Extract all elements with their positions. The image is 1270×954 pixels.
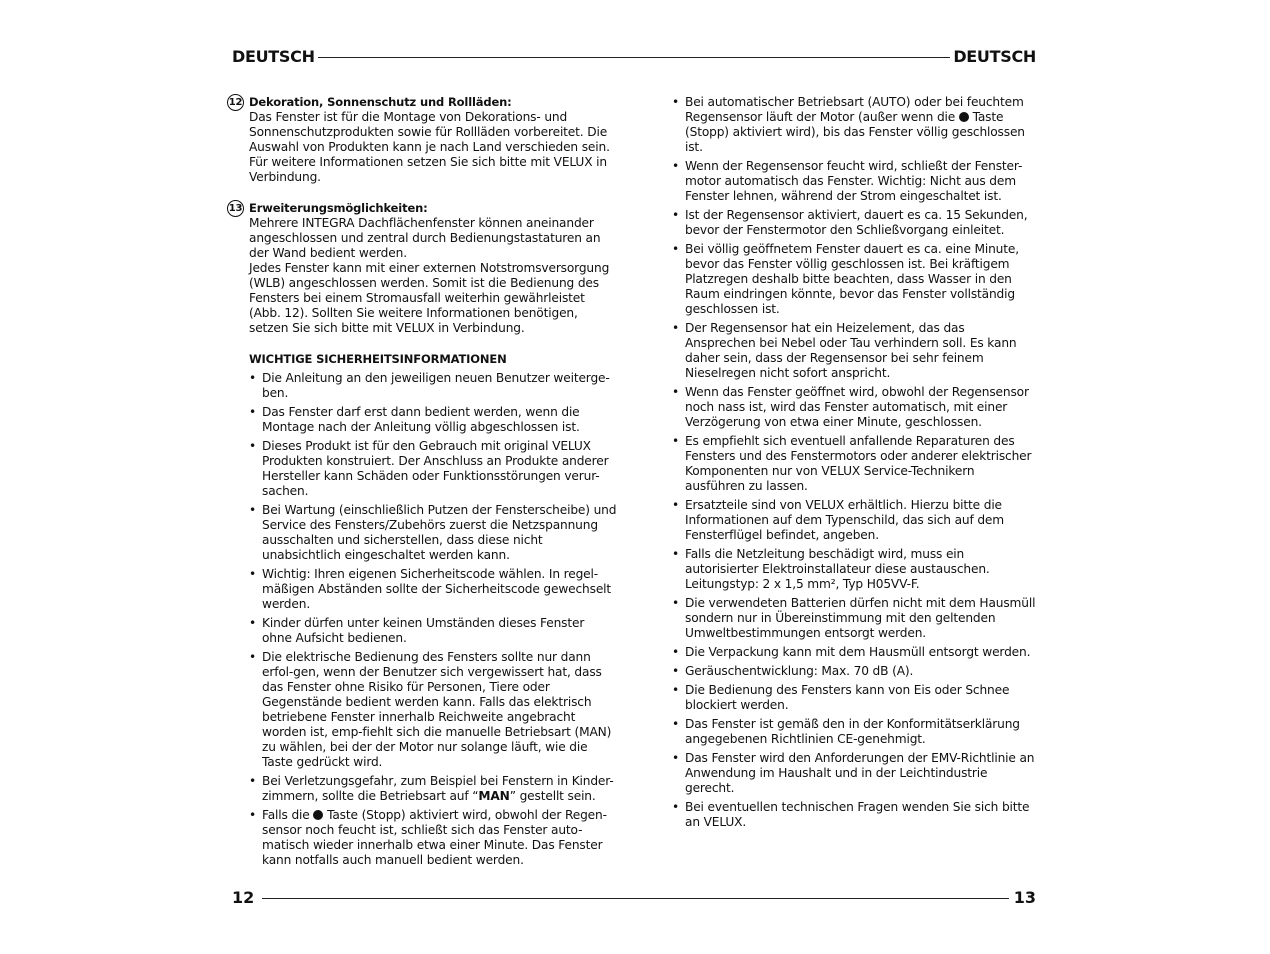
page-number-left: 12 (232, 888, 255, 907)
list-item: • Die Bedienung des Fensters kann von Eis oder Schnee blockiert werden. (672, 683, 1038, 713)
list-item: • Das Fenster darf erst dann bedient werden, wenn die Montage nach der Anleitung völlig abgeschlossen ist. (249, 405, 617, 435)
safety-heading: WICHTIGE SICHERHEITSINFORMATIONEN (249, 352, 507, 366)
header-language-left: DEUTSCH (232, 47, 315, 66)
section-13 (228, 201, 617, 336)
safety-list-continued (672, 95, 1038, 830)
list-item-text: Taste (Stopp) aktiviert wird, obwohl der Regen-sensor noch feucht ist, schließt sich das Fenster auto-matisch wieder innerhalb etwa einer Minute. Das Fenster kann notfalls auch manuell bedient werden. (262, 808, 607, 867)
list-item: • Wenn der Regensensor feucht wird, schließt der Fenster-motor automatisch das Fenster. Wichtig: Nicht aus dem Fenster lehnen, während der Strom eingeschaltet ist. (672, 159, 1038, 204)
list-item-text: Bei automatischer Betriebsart (AUTO) oder bei feuchtem Regensensor läuft der Motor (außer wenn die (685, 95, 1024, 124)
list-item-text: ” gestellt sein. (509, 789, 596, 803)
list-item: • Kinder dürfen unter keinen Umständen dieses Fenster ohne Aufsicht bedienen. (249, 616, 617, 646)
right-column (672, 95, 1038, 834)
safety-list (249, 371, 617, 868)
stop-button-icon (959, 112, 969, 122)
stop-button-icon (313, 810, 323, 820)
list-item: • Die elektrische Bedienung des Fensters sollte nur dann erfol-gen, wenn der Benutzer sich vergewissert hat, dass das Fenster ohne Risiko für Personen, Tiere oder Gegenstände bedient werden kann. Falls das elektrisch betriebene Fenster innerhalb Reichweite angebracht worden ist, emp-fiehlt sich die manuelle Betriebsart (MAN) zu wählen, bei der der Motor nur solange läuft, wie die Taste gedrückt wird. (249, 650, 617, 770)
list-item: • Die Verpackung kann mit dem Hausmüll entsorgt werden. (672, 645, 1038, 660)
list-item: • Das Fenster ist gemäß den in der Konformitätserklärung angegebenen Richtlinien CE-genehmigt. (672, 717, 1038, 747)
list-item-text: Bei Verletzungsgefahr, zum Beispiel bei Fenstern in Kinder-zimmern, sollte die Betriebsart auf “ (262, 774, 614, 803)
list-item: • Es empfiehlt sich eventuell anfallende Reparaturen des Fensters und des Fenstermotors oder anderer elektrischer Komponenten nur von VELUX Service-Technikern ausführen zu lassen. (672, 434, 1038, 494)
section-number-badge: 12 (227, 94, 244, 111)
section-title: Dekoration, Sonnenschutz und Rollläden: (249, 95, 512, 109)
list-item: • Der Regensensor hat ein Heizelement, das das Ansprechen bei Nebel oder Tau verhindern soll. Es kann daher sein, dass der Regensensor bei sehr feinem Nieselregen nicht sofort anspricht. (672, 321, 1038, 381)
list-item: • Die verwendeten Batterien dürfen nicht mit dem Hausmüll sondern nur in Übereinstimmung mit den geltenden Umweltbestimmungen entsorgt werden. (672, 596, 1038, 641)
header-rule (318, 57, 950, 58)
footer-rule (262, 898, 1009, 899)
header-language-right: DEUTSCH (953, 47, 1036, 66)
list-item: • Falls die Netzleitung beschädigt wird, muss ein autorisierter Elektroinstallateur diese austauschen. Leitungstyp: 2 x 1,5 mm², Typ H05VV-F. (672, 547, 1038, 592)
list-item: • Wenn das Fenster geöffnet wird, obwohl der Regensensor noch nass ist, wird das Fenster automatisch, mit einer Verzögerung von etwa einer Minute, geschlossen. (672, 385, 1038, 430)
list-item-text: Falls die (262, 808, 314, 822)
list-item (672, 95, 1038, 155)
list-item: • Die Anleitung an den jeweiligen neuen Benutzer weiterge-ben. (249, 371, 617, 401)
section-body: Mehrere INTEGRA Dachflächenfenster können aneinander angeschlossen und zentral durch Bedienungstastaturen an der Wand bedient werden. (249, 216, 601, 260)
list-item: • Bei eventuellen technischen Fragen wenden Sie sich bitte an VELUX. (672, 800, 1038, 830)
section-title: Erweiterungsmöglichkeiten: (249, 201, 428, 215)
list-item-text: Taste (Stopp) aktiviert wird), bis das Fenster völlig geschlossen ist. (685, 110, 1025, 154)
left-column (228, 95, 617, 872)
section-number-badge: 13 (227, 200, 244, 217)
list-item: • Ersatzteile sind von VELUX erhältlich. Hierzu bitte die Informationen auf dem Typenschild, das sich auf dem Fensterflügel befindet, angeben. (672, 498, 1038, 543)
section-body: Das Fenster ist für die Montage von Dekorations- und Sonnenschutzprodukten sowie für Rollläden vorbereitet. Die Auswahl von Produkten kann je nach Land verschieden sein. Für weitere Informationen setzen Sie sich bitte mit VELUX in Verbindung. (249, 110, 610, 184)
list-item: • Bei Wartung (einschließlich Putzen der Fensterscheibe) und Service des Fensters/Zubehörs zuerst die Netzspannung ausschalten und sicherstellen, dass diese nicht unabsichtlich eingeschaltet werden kann. (249, 503, 617, 563)
list-item: • Ist der Regensensor aktiviert, dauert es ca. 15 Sekunden, bevor der Fenstermotor den Schließvorgang einleitet. (672, 208, 1038, 238)
list-item: • Dieses Produkt ist für den Gebrauch mit original VELUX Produkten konstruiert. Der Anschluss an Produkte anderer Hersteller kann Schäden oder Funktionsstörungen verur-sachen. (249, 439, 617, 499)
list-item: • Das Fenster wird den Anforderungen der EMV-Richtlinie an Anwendung im Haushalt und in der Leichtindustrie gerecht. (672, 751, 1038, 796)
section-body: Jedes Fenster kann mit einer externen Notstromsversorgung (WLB) angeschlossen werden. Somit ist die Bedienung des Fensters bei einem Stromausfall weiterhin gewährleistet (Abb. 12). Sollten Sie weitere Informationen benötigen, setzen Sie sich bitte mit VELUX in Verbindung. (249, 261, 610, 335)
list-item: • Wichtig: Ihren eigenen Sicherheitscode wählen. In regel-mäßigen Abständen sollte der Sicherheitscode gewechselt werden. (249, 567, 617, 612)
list-item: • Bei völlig geöffnetem Fenster dauert es ca. eine Minute, bevor das Fenster völlig geschlossen ist. Bei kräftigem Platzregen deshalb bitte beachten, dass Wasser in den Raum eindringen könnte, bevor das Fenster vollständig geschlossen ist. (672, 242, 1038, 317)
man-mode-label: MAN (478, 789, 510, 803)
section-12 (228, 95, 617, 185)
list-item: • Geräuschentwicklung: Max. 70 dB (A). (672, 664, 1038, 679)
list-item (249, 808, 617, 868)
page-number-right: 13 (1013, 888, 1036, 907)
list-item (249, 774, 617, 804)
